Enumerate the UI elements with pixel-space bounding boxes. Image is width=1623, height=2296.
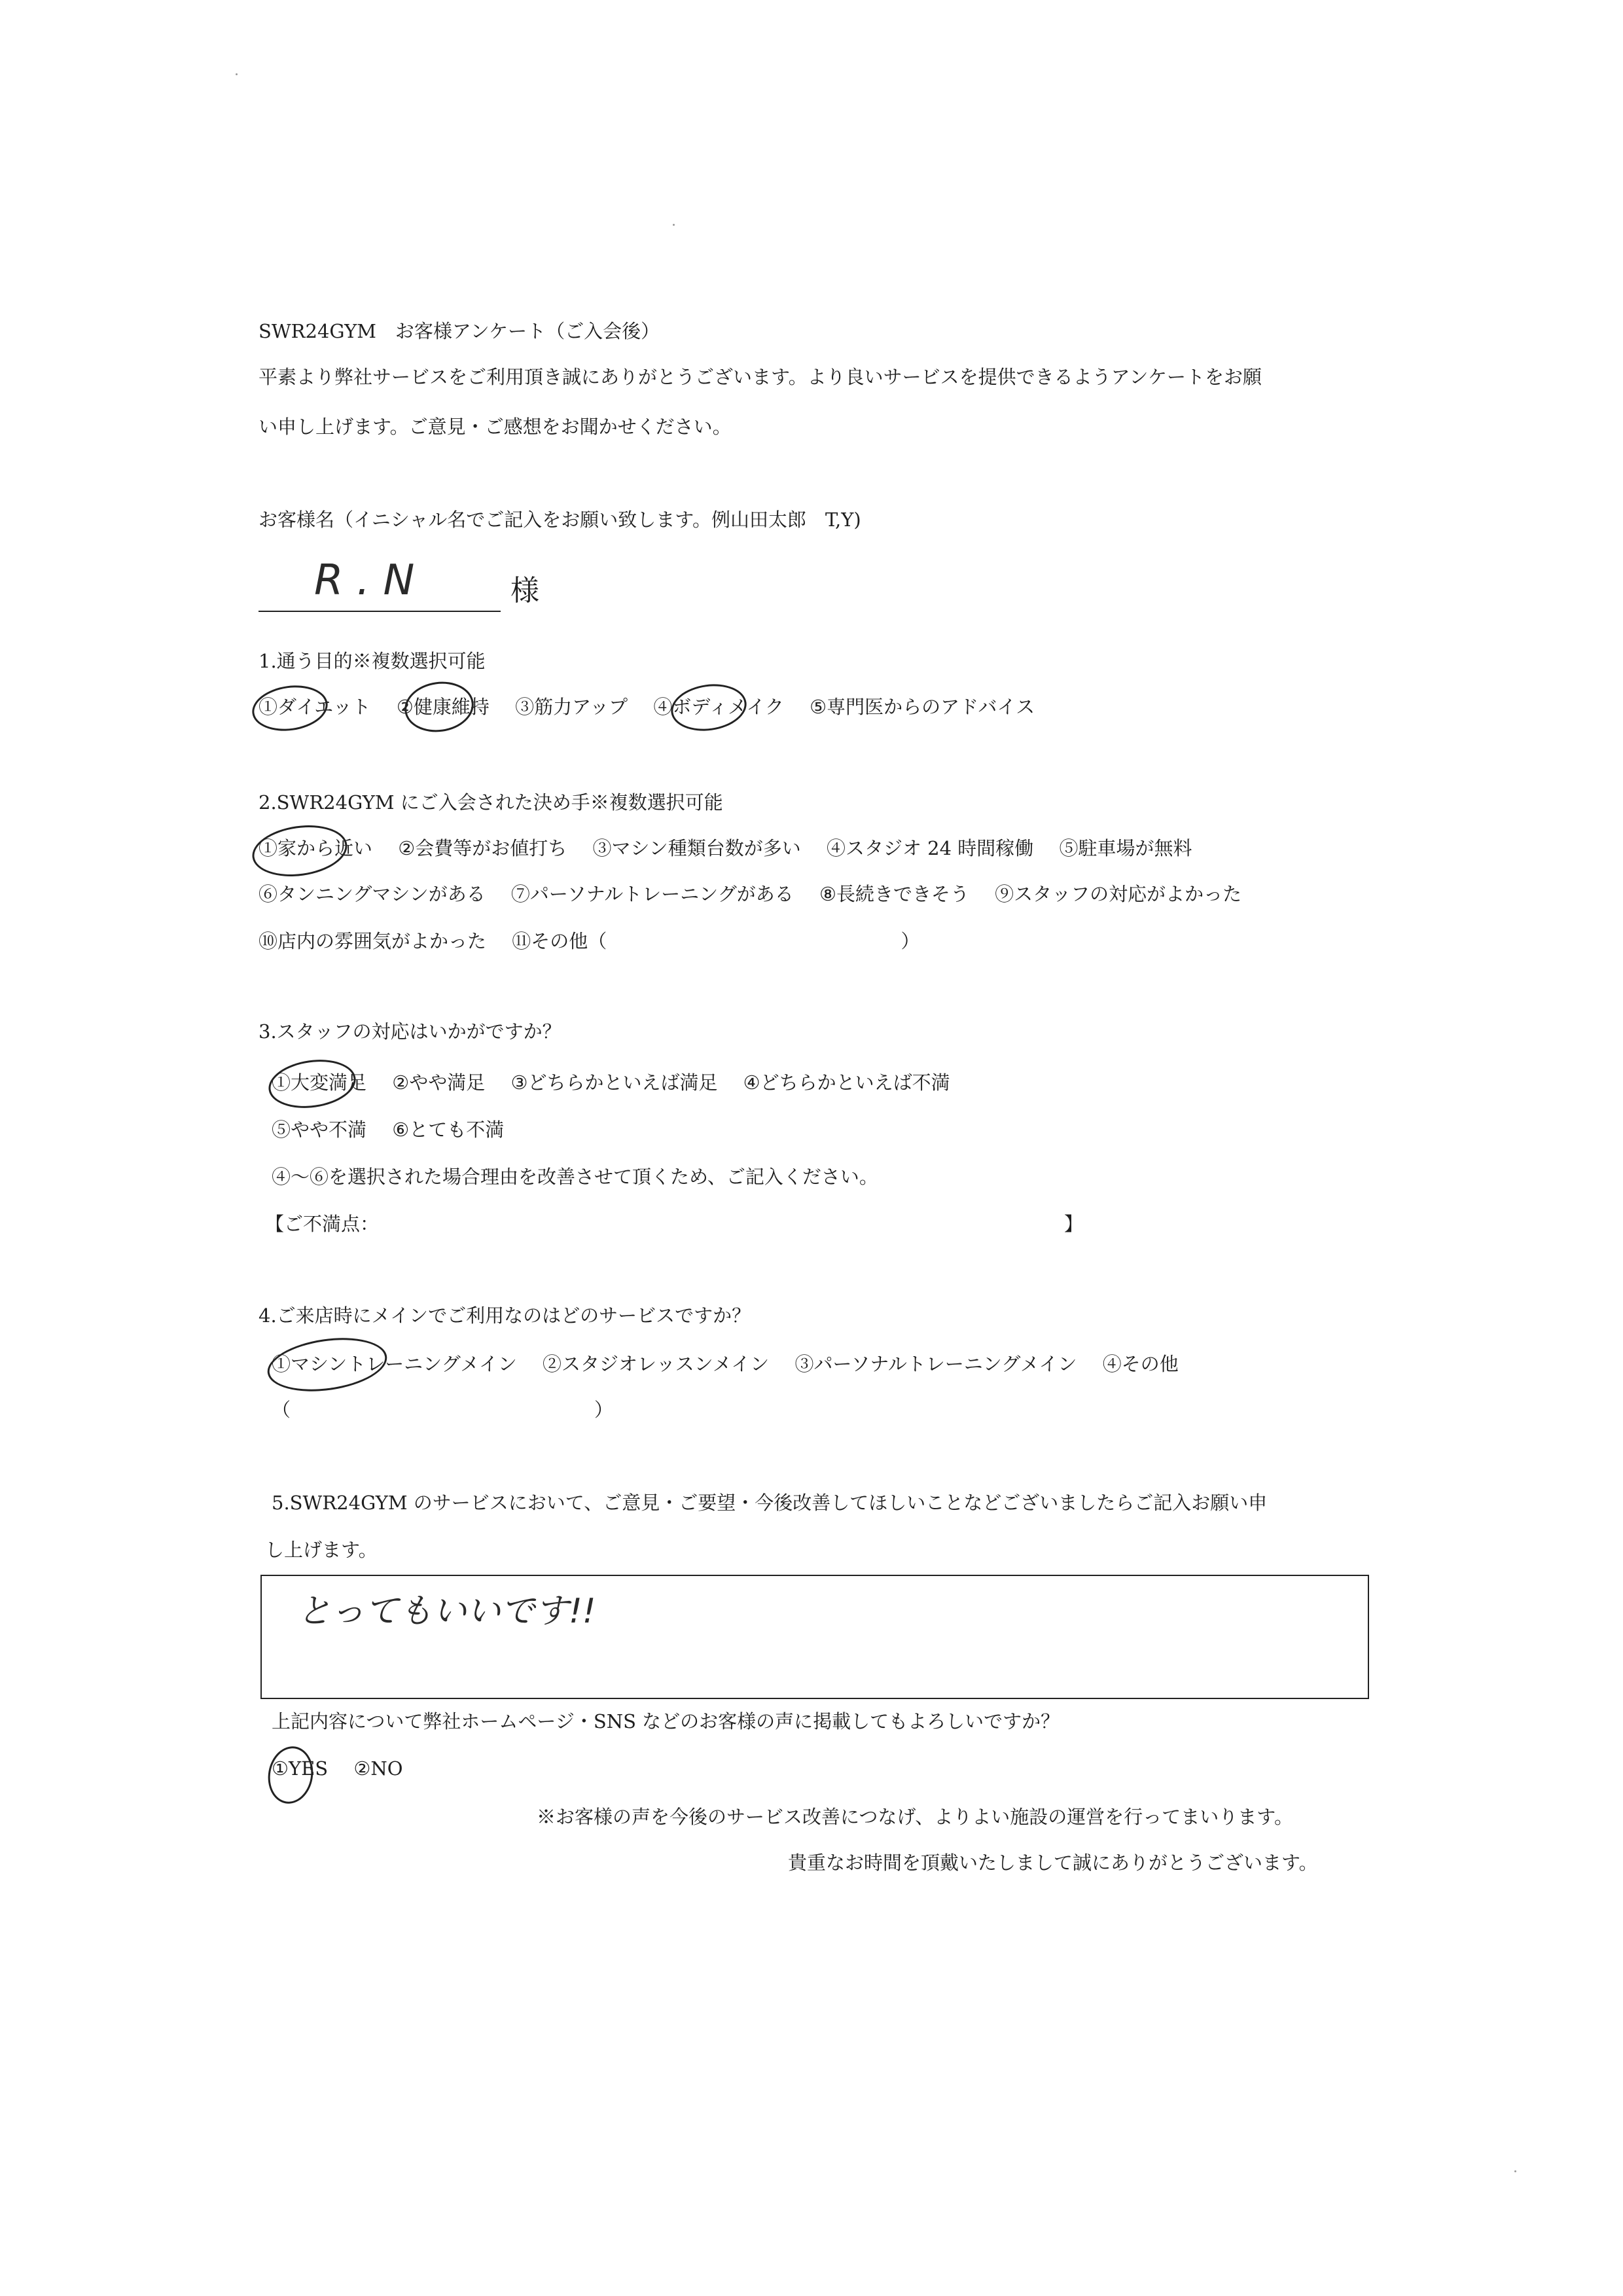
q3-options-row-2 <box>272 1117 524 1143</box>
q5-heading-line-2: し上げます。 <box>265 1539 378 1561</box>
q3-note: ④～⑥を選択された場合理由を改善させて頂くため、ご記入ください。 <box>272 1166 878 1188</box>
q1-option-1[interactable]: ①ダイエット <box>259 696 371 718</box>
q4-option-2[interactable]: ②スタジオレッスンメイン <box>543 1353 770 1375</box>
q4-option-3[interactable]: ③パーソナルトレーニングメイン <box>794 1353 1077 1375</box>
q2-option-4[interactable]: ④スタジオ 24 時間稼働 <box>826 837 1034 859</box>
survey-title: SWR24GYM お客様アンケート（ご入会後） <box>259 320 660 342</box>
q3-options-row-1 <box>272 1069 970 1096</box>
q3-option-6[interactable]: ⑥とても不満 <box>392 1119 505 1141</box>
scan-speck <box>1514 2170 1516 2172</box>
q1-option-3[interactable]: ③筋力アップ <box>515 696 628 718</box>
publish-consent-options <box>272 1755 403 1782</box>
q3-heading: 3.スタッフの対応はいかがですか？ <box>259 1020 562 1043</box>
q2-option-3[interactable]: ③マシン種類台数が多い <box>592 837 801 859</box>
q2-options-row-3 <box>259 928 919 954</box>
q2-heading: 2.SWR24GYM にご入会された決め手※複数選択可能 <box>259 791 723 814</box>
q2-option-11[interactable]: ⑪その他（ <box>512 930 607 952</box>
q2-option-5[interactable]: ⑤駐車場が無料 <box>1059 837 1192 859</box>
q3-option-2[interactable]: ②やや満足 <box>392 1071 486 1094</box>
q1-option-4[interactable]: ④ボディメイク <box>653 696 784 718</box>
q4-options <box>272 1351 1198 1377</box>
q2-option-10[interactable]: ⑩店内の雰囲気がよかった <box>259 930 487 952</box>
q1-heading: 1.通う目的※複数選択可能 <box>259 650 486 672</box>
publish-no-option[interactable]: ②NO <box>353 1757 403 1780</box>
q2-options-row-1 <box>259 835 1212 861</box>
q4-other-close-paren: ） <box>594 1399 614 1421</box>
q2-options-row-2 <box>259 881 1261 907</box>
intro-line-1: 平素より弊社サービスをご利用頂き誠にありがとうございます。より良いサービスを提供できるようアンケートをお願 <box>259 366 1262 388</box>
q2-option-1[interactable]: ①家から近い <box>259 837 373 859</box>
q3-complaint-label: 【ご不満点： <box>265 1213 380 1235</box>
q3-option-5[interactable]: ⑤やや不満 <box>272 1119 367 1141</box>
scan-speck <box>236 73 238 75</box>
intro-line-2: い申し上げます。ご意見・ご感想をお聞かせください。 <box>259 416 732 438</box>
q4-other-open-paren: （ <box>272 1399 291 1421</box>
q3-option-3[interactable]: ③どちらかといえば満足 <box>510 1071 718 1094</box>
q2-option-2[interactable]: ②会費等がお値打ち <box>398 837 567 859</box>
q1-option-5[interactable]: ⑤専門医からのアドバイス <box>810 696 1035 718</box>
footer-line-1: ※お客様の声を今後のサービス改善につなげ、よりよい施設の運営を行ってまいります。 <box>537 1806 1293 1828</box>
q2-option-7[interactable]: ⑦パーソナルトレーニングがある <box>510 883 794 905</box>
q2-option-9[interactable]: ⑨スタッフの対応がよかった <box>995 883 1242 905</box>
customer-name-underline <box>259 611 501 612</box>
q2-option-8[interactable]: ⑧長続きできそう <box>819 883 969 905</box>
q4-option-4[interactable]: ④その他 <box>1102 1353 1179 1375</box>
q2-other-close-paren: ） <box>901 930 920 952</box>
q4-option-1[interactable]: ①マシントレーニングメイン <box>272 1353 517 1375</box>
scan-speck <box>673 224 675 226</box>
publish-yes-option[interactable]: ①YES <box>272 1757 329 1780</box>
q3-option-4[interactable]: ④どちらかといえば不満 <box>743 1071 950 1094</box>
q4-heading: 4.ご来店時にメインでご利用なのはどのサービスですか？ <box>259 1304 751 1327</box>
q5-handwritten-answer: とってもいいです!! <box>297 1592 596 1631</box>
q1-option-2[interactable]: ②健康維持 <box>396 696 490 718</box>
customer-name-suffix: 様 <box>510 574 539 607</box>
q5-answer-box[interactable] <box>260 1575 1369 1699</box>
publish-consent-question: 上記内容について弊社ホームページ・SNS などのお客様の声に掲載してもよろしいですか？ <box>272 1710 1060 1732</box>
footer-line-2: 貴重なお時間を頂戴いたしまして誠にありがとうございます。 <box>788 1852 1318 1874</box>
q5-heading-line-1: 5.SWR24GYM のサービスにおいて、ご意見・ご要望・今後改善してほしいことなどございましたらご記入お願い申 <box>272 1492 1268 1514</box>
q3-complaint-close: 】 <box>1064 1213 1084 1235</box>
q3-option-1[interactable]: ①大変満足 <box>272 1071 367 1094</box>
customer-name-handwritten: R . N <box>314 556 415 605</box>
q2-option-6[interactable]: ⑥タンニングマシンがある <box>259 883 486 905</box>
customer-name-label: お客様名（イニシャル名でご記入をお願い致します。例山田太郎 T,Y) <box>259 509 861 531</box>
q1-options <box>259 694 1054 720</box>
